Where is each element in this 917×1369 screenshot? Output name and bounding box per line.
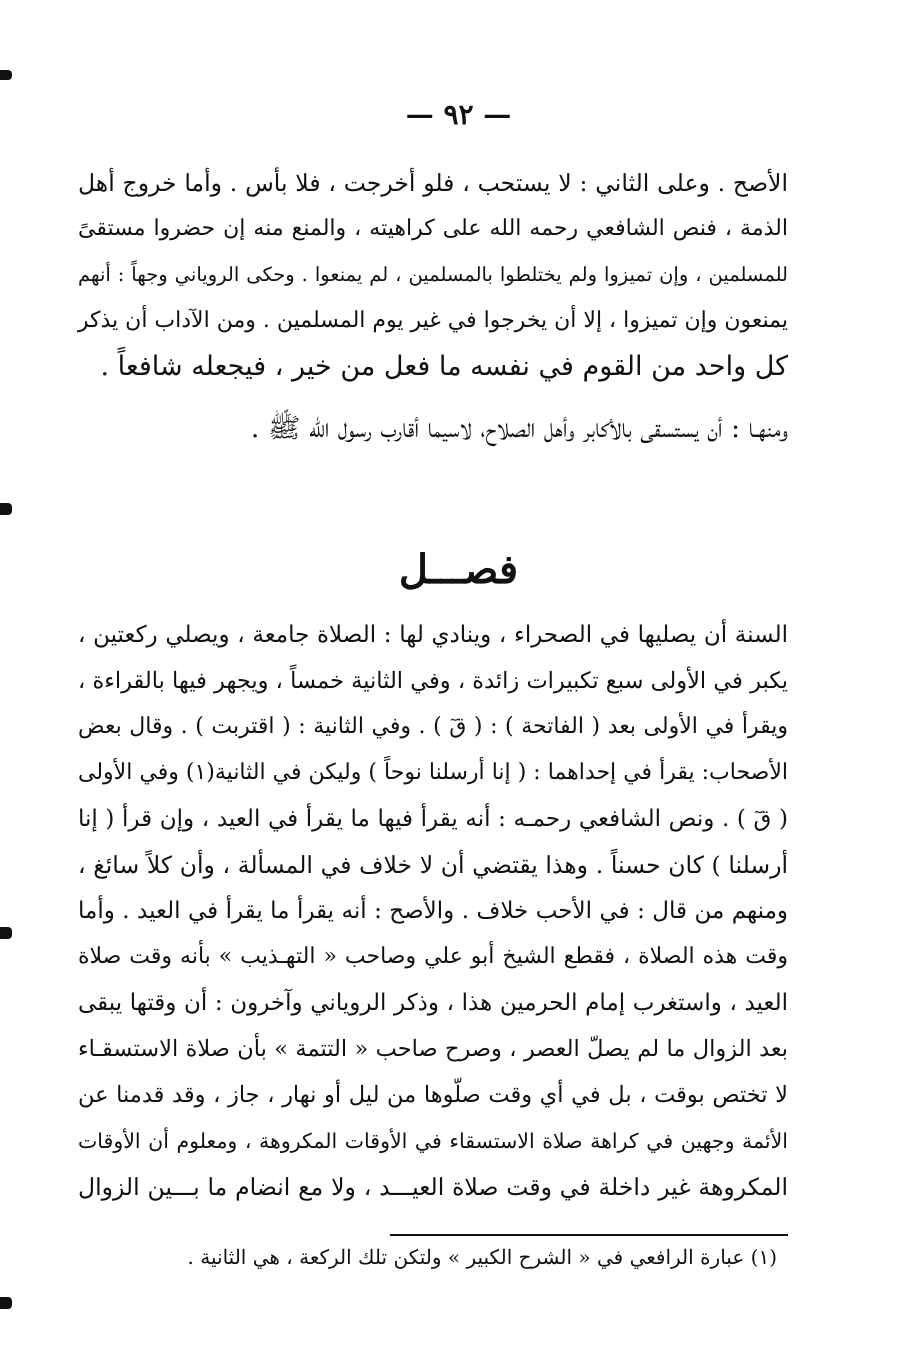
scan-edge-mark — [0, 1297, 12, 1309]
scan-edge-mark — [0, 503, 12, 515]
scan-edge-mark — [0, 927, 12, 939]
page-number: — ٩٢ — — [405, 98, 512, 131]
text-line: العيد ، واستغرب إمام الحرمين هذا ، وذكر الروياني وآخرون : أن وقتها يبقى — [78, 990, 788, 1016]
text-line: ومنهم من قال : في الأحب خلاف . والأصح : أنه يقرأ ما يقرأ في العيد . وأما — [78, 898, 788, 924]
text-line: للمسلمين ، وإن تميزوا ولم يختلطوا بالمسلمين ، لم يمنعوا . وحكى الروياني وجهاً : أنهم — [78, 263, 788, 286]
text-line: السنة أن يصليها في الصحراء ، وينادي لها : الصلاة جامعة ، ويصلي ركعتين ، — [78, 622, 788, 648]
footnote: (١) عبارة الرافعي في « الشرح الكبير » ولتكن تلك الركعة ، هي الثانية . — [187, 1245, 777, 1269]
text-line: كل واحد من القوم في نفسه ما فعل من خير ، فيجعله شافعاً . — [100, 351, 788, 382]
text-line: ومنهـا : أن يستسقى بالأكابر وأهل الصلاح، لاسيما أقارب رسول الله ﷺ . — [250, 413, 788, 444]
text-line: لا تختص بوقت ، بل في أي وقت صلّوها من ليل أو نهار ، جاز ، وقد قدمنا عن — [78, 1082, 788, 1108]
text-line: ويقرأ في الأولى بعد ( الفاتحة ) : ( قٓ ) . وفي الثانية : ( اقتربت ) . وقال بعض — [78, 714, 788, 739]
text-line: أرسلنا ) كان حسناً . وهذا يقتضي أن لا خلاف في المسألة ، وأن كلاً سائغ ، — [78, 851, 788, 879]
text-line: يكبر في الأولى سبع تكبيرات زائدة ، وفي الثانية خمساً ، ويجهر فيها بالقراءة ، — [78, 668, 788, 694]
text-line: ( قٓ ) . ونص الشافعي رحمـه : أنه يقرأ فيها ما يقرأ في العيد ، وإن قرأ ( إنا — [78, 806, 788, 832]
footnote-separator — [390, 1234, 788, 1236]
text-line: وقت هذه الصلاة ، فقطع الشيخ أبو علي وصاحب « التهـذيب » بأنه وقت صلاة — [78, 944, 788, 969]
text-line: الأصح . وعلى الثاني : لا يستحب ، فلو أخرجت ، فلا بأس . وأما خروج أهل — [78, 169, 788, 197]
text-line: الأئمة وجهين في كراهة صلاة الاستسقاء في الأوقات المكروهة ، ومعلوم أن الأوقات — [78, 1129, 788, 1153]
section-heading: فصـــل — [398, 546, 519, 593]
text-line: المكروهة غير داخلة في وقت صلاة العيـــد ، ولا مع انضام ما بـــين الزوال — [78, 1173, 788, 1201]
text-line: الأصحاب: يقرأ في إحداهما : ( إنا أرسلنا نوحاً ) وليكن في الثانية(١) وفي الأولى — [78, 760, 788, 785]
text-line: الذمة ، فنص الشافعي رحمه الله على كراهيته ، والمنع منه إن حضروا مستقىً — [78, 216, 788, 241]
text-line: يمنعون وإن تميزوا ، إلا أن يخرجوا في غير يوم المسلمين . ومن الآداب أن يذكر — [77, 308, 788, 333]
scan-edge-mark — [0, 70, 12, 80]
text-line: بعد الزوال ما لم يصلّ العصر ، وصرح صاحب « التتمة » بأن صلاة الاستسقـاء — [78, 1036, 788, 1062]
